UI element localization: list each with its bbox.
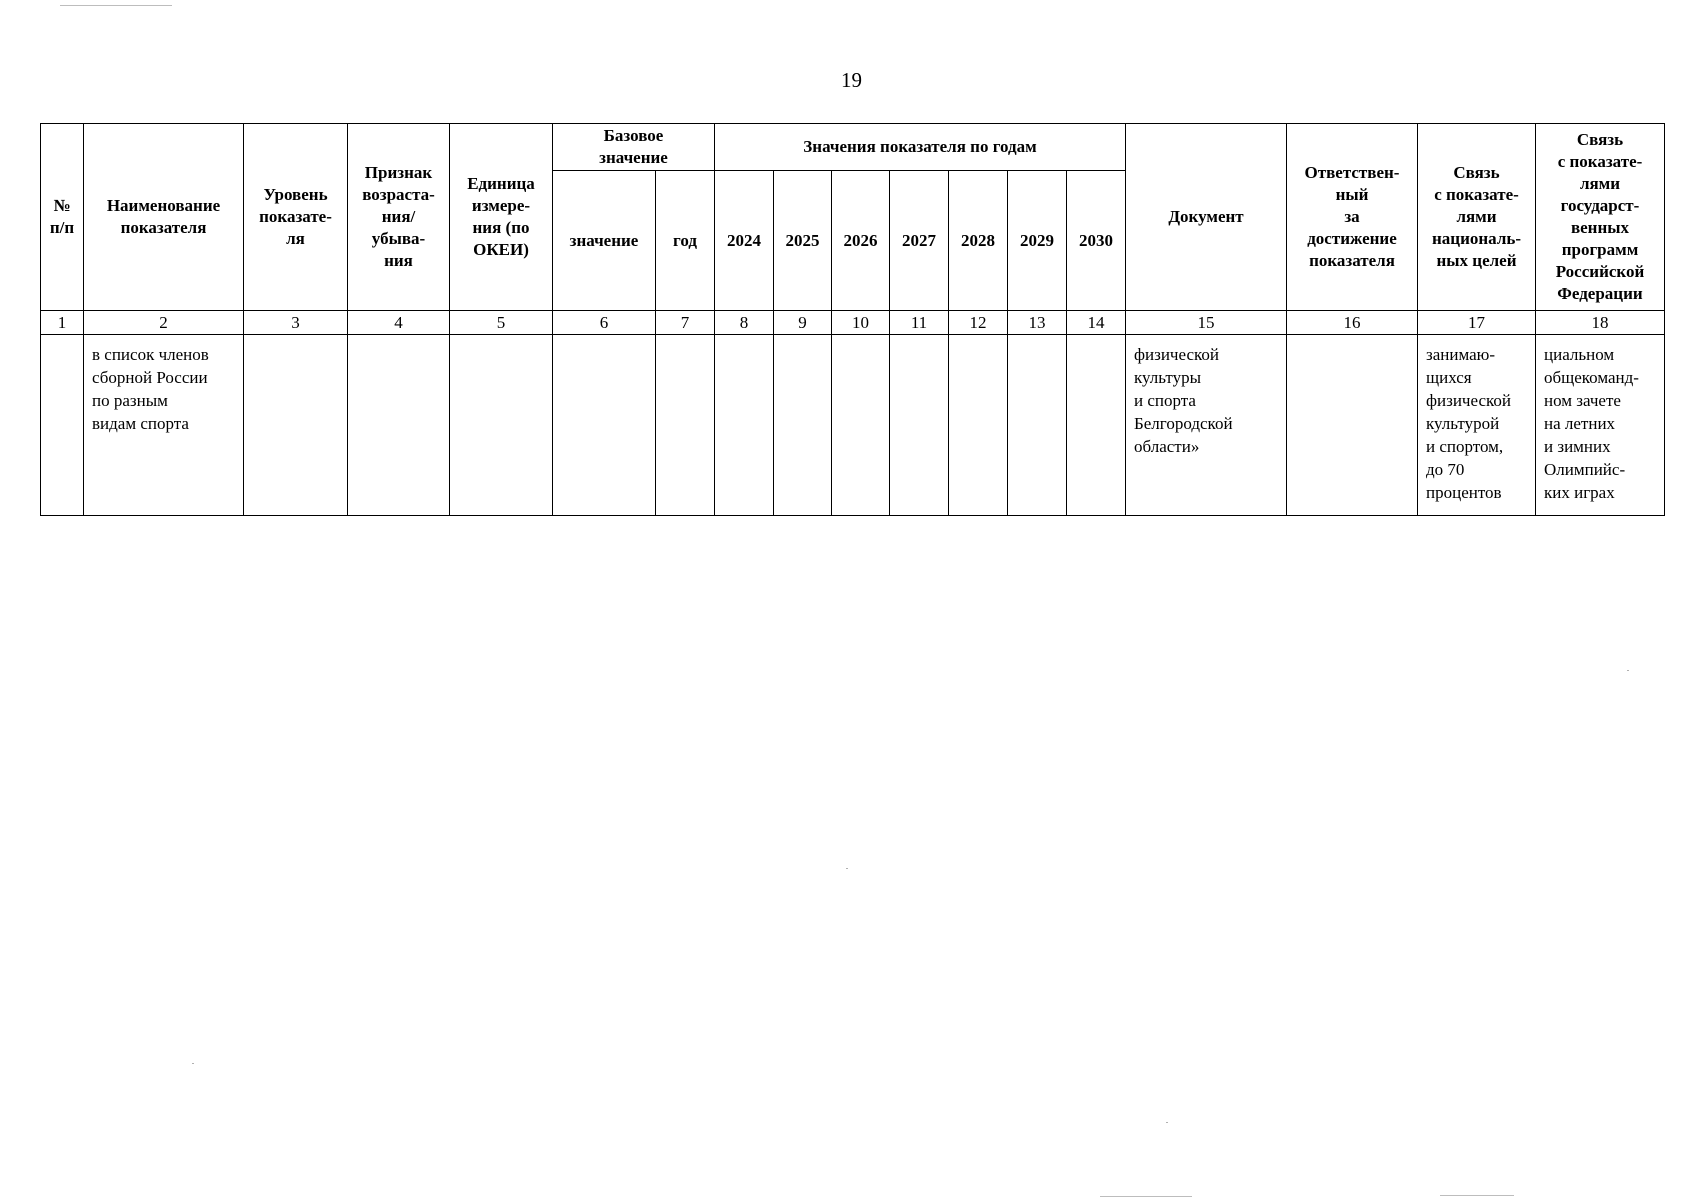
column-number: 11: [890, 311, 949, 335]
header-base-year: год: [656, 171, 715, 311]
column-number: 12: [949, 311, 1008, 335]
column-number: 1: [41, 311, 84, 335]
column-number: 4: [348, 311, 450, 335]
scan-artifact-dot: [1627, 670, 1629, 671]
cell-empty: [774, 335, 832, 516]
header-year-2024: 2024: [715, 171, 774, 311]
header-trend-sign: Признак возраста- ния/ убыва- ния: [348, 124, 450, 311]
scan-artifact-dot: [1166, 1122, 1168, 1123]
column-numbers-row: [41, 311, 1665, 335]
column-number: 10: [832, 311, 890, 335]
cell-empty: [949, 335, 1008, 516]
header-years-group: Значения показателя по годам: [715, 124, 1126, 171]
table-row: [41, 335, 1665, 516]
indicators-table: [40, 123, 1665, 516]
cell-empty: [1287, 335, 1418, 516]
scan-artifact-line: [1100, 1196, 1192, 1197]
column-number: 5: [450, 311, 553, 335]
cell-empty: [715, 335, 774, 516]
cell-national-goals-link: занимаю- щихся физической культурой и спортом, до 70 процентов: [1418, 335, 1536, 516]
header-year-2027: 2027: [890, 171, 949, 311]
header-number: № п/п: [41, 124, 84, 311]
cell-number: [41, 335, 84, 516]
header-document: Документ: [1126, 124, 1287, 311]
cell-empty: [244, 335, 348, 516]
header-row-top: [41, 124, 1665, 171]
scan-artifact-line: [60, 5, 172, 6]
column-number: 15: [1126, 311, 1287, 335]
header-base-value: значение: [553, 171, 656, 311]
cell-empty: [890, 335, 949, 516]
header-indicator-level: Уровень показате- ля: [244, 124, 348, 311]
column-number: 16: [1287, 311, 1418, 335]
header-year-2030: 2030: [1067, 171, 1126, 311]
cell-empty: [1067, 335, 1126, 516]
header-base-value-group: Базовое значение: [553, 124, 715, 171]
column-number: 6: [553, 311, 656, 335]
scan-artifact-line: [1440, 1195, 1514, 1196]
cell-empty: [832, 335, 890, 516]
header-national-goals-link: Связь с показате- лями националь- ных целей: [1418, 124, 1536, 311]
cell-state-programs-link: циальном общекоманд- ном зачете на летних и зимних Олимпийс- ких играх: [1536, 335, 1665, 516]
cell-document: физической культуры и спорта Белгородской области»: [1126, 335, 1287, 516]
cell-empty: [1008, 335, 1067, 516]
header-year-2029: 2029: [1008, 171, 1067, 311]
column-number: 14: [1067, 311, 1126, 335]
scan-artifact-dot: [846, 868, 848, 869]
cell-empty: [656, 335, 715, 516]
header-responsible: Ответствен- ный за достижение показателя: [1287, 124, 1418, 311]
header-unit: Единица измере- ния (по ОКЕИ): [450, 124, 553, 311]
column-number: 18: [1536, 311, 1665, 335]
header-indicator-name: Наименование показателя: [84, 124, 244, 311]
header-year-2026: 2026: [832, 171, 890, 311]
column-number: 7: [656, 311, 715, 335]
column-number: 17: [1418, 311, 1536, 335]
column-number: 2: [84, 311, 244, 335]
cell-empty: [450, 335, 553, 516]
scan-artifact-dot: [192, 1063, 194, 1064]
cell-empty: [348, 335, 450, 516]
cell-indicator-name: в список членов сборной России по разным видам спорта: [84, 335, 244, 516]
column-number: 9: [774, 311, 832, 335]
column-number: 13: [1008, 311, 1067, 335]
column-number: 8: [715, 311, 774, 335]
column-number: 3: [244, 311, 348, 335]
header-year-2025: 2025: [774, 171, 832, 311]
cell-empty: [553, 335, 656, 516]
page-number: 19: [841, 68, 862, 92]
header-year-2028: 2028: [949, 171, 1008, 311]
header-state-programs-link: Связь с показате- лями государст- венных программ Российской Федерации: [1536, 124, 1665, 311]
